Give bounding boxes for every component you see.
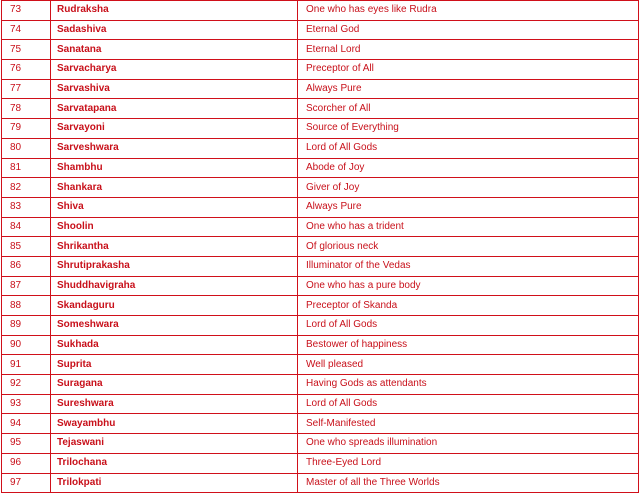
table-row	[2, 453, 639, 473]
names-table	[1, 0, 639, 493]
row-number: 95	[2, 434, 51, 454]
deity-name: Sarvacharya	[51, 60, 298, 80]
deity-name: Rudraksha	[51, 1, 298, 21]
name-meaning: Eternal God	[298, 20, 639, 40]
deity-name: Sadashiva	[51, 20, 298, 40]
row-number: 73	[2, 1, 51, 21]
row-number: 82	[2, 178, 51, 198]
deity-name: Sarvayoni	[51, 119, 298, 139]
table-row	[2, 296, 639, 316]
row-number: 88	[2, 296, 51, 316]
name-meaning: Well pleased	[298, 355, 639, 375]
name-meaning: Preceptor of Skanda	[298, 296, 639, 316]
deity-name: Trilokpati	[51, 473, 298, 493]
name-meaning: Of glorious neck	[298, 237, 639, 257]
table-row	[2, 434, 639, 454]
table-row	[2, 414, 639, 434]
deity-name: Tejaswani	[51, 434, 298, 454]
table-row	[2, 256, 639, 276]
name-meaning: Scorcher of All	[298, 99, 639, 119]
table-row	[2, 197, 639, 217]
deity-name: Sukhada	[51, 335, 298, 355]
deity-name: Shrutiprakasha	[51, 256, 298, 276]
name-meaning: Always Pure	[298, 79, 639, 99]
row-number: 96	[2, 453, 51, 473]
name-meaning: Preceptor of All	[298, 60, 639, 80]
name-meaning: Eternal Lord	[298, 40, 639, 60]
table-row	[2, 276, 639, 296]
name-meaning: Illuminator of the Vedas	[298, 256, 639, 276]
row-number: 91	[2, 355, 51, 375]
table-row	[2, 375, 639, 395]
table-row	[2, 394, 639, 414]
table-row	[2, 79, 639, 99]
row-number: 89	[2, 316, 51, 336]
name-meaning: Having Gods as attendants	[298, 375, 639, 395]
table-row	[2, 237, 639, 257]
name-meaning: One who has a trident	[298, 217, 639, 237]
table-row	[2, 178, 639, 198]
row-number: 76	[2, 60, 51, 80]
deity-name: Sarvashiva	[51, 79, 298, 99]
table-row	[2, 316, 639, 336]
name-meaning: Lord of All Gods	[298, 316, 639, 336]
table-row	[2, 335, 639, 355]
table-row	[2, 60, 639, 80]
table-row	[2, 217, 639, 237]
name-meaning: Self-Manifested	[298, 414, 639, 434]
table-row	[2, 1, 639, 21]
row-number: 75	[2, 40, 51, 60]
row-number: 81	[2, 158, 51, 178]
name-meaning: Bestower of happiness	[298, 335, 639, 355]
deity-name: Shoolin	[51, 217, 298, 237]
name-meaning: Lord of All Gods	[298, 394, 639, 414]
row-number: 80	[2, 138, 51, 158]
name-meaning: Abode of Joy	[298, 158, 639, 178]
name-meaning: Source of Everything	[298, 119, 639, 139]
row-number: 94	[2, 414, 51, 434]
deity-name: Swayambhu	[51, 414, 298, 434]
name-meaning: Always Pure	[298, 197, 639, 217]
deity-name: Shrikantha	[51, 237, 298, 257]
row-number: 92	[2, 375, 51, 395]
row-number: 77	[2, 79, 51, 99]
table-row	[2, 138, 639, 158]
deity-name: Sarvatapana	[51, 99, 298, 119]
row-number: 97	[2, 473, 51, 493]
deity-name: Trilochana	[51, 453, 298, 473]
table-row	[2, 20, 639, 40]
row-number: 78	[2, 99, 51, 119]
deity-name: Sanatana	[51, 40, 298, 60]
name-meaning: Three-Eyed Lord	[298, 453, 639, 473]
deity-name: Shuddhavigraha	[51, 276, 298, 296]
table-row	[2, 119, 639, 139]
deity-name: Suprita	[51, 355, 298, 375]
table-row	[2, 40, 639, 60]
name-meaning: Lord of All Gods	[298, 138, 639, 158]
row-number: 85	[2, 237, 51, 257]
deity-name: Sureshwara	[51, 394, 298, 414]
table-row	[2, 99, 639, 119]
deity-name: Skandaguru	[51, 296, 298, 316]
deity-name: Suragana	[51, 375, 298, 395]
deity-name: Shiva	[51, 197, 298, 217]
row-number: 90	[2, 335, 51, 355]
deity-name: Shankara	[51, 178, 298, 198]
row-number: 87	[2, 276, 51, 296]
name-meaning: One who has a pure body	[298, 276, 639, 296]
deity-name: Shambhu	[51, 158, 298, 178]
name-meaning: One who has eyes like Rudra	[298, 1, 639, 21]
row-number: 74	[2, 20, 51, 40]
row-number: 93	[2, 394, 51, 414]
row-number: 86	[2, 256, 51, 276]
name-meaning: Master of all the Three Worlds	[298, 473, 639, 493]
row-number: 79	[2, 119, 51, 139]
deity-name: Sarveshwara	[51, 138, 298, 158]
row-number: 84	[2, 217, 51, 237]
table-row	[2, 158, 639, 178]
table-row	[2, 473, 639, 493]
name-meaning: One who spreads illumination	[298, 434, 639, 454]
table-row	[2, 355, 639, 375]
deity-name: Someshwara	[51, 316, 298, 336]
row-number: 83	[2, 197, 51, 217]
table-body	[2, 1, 639, 493]
name-meaning: Giver of Joy	[298, 178, 639, 198]
